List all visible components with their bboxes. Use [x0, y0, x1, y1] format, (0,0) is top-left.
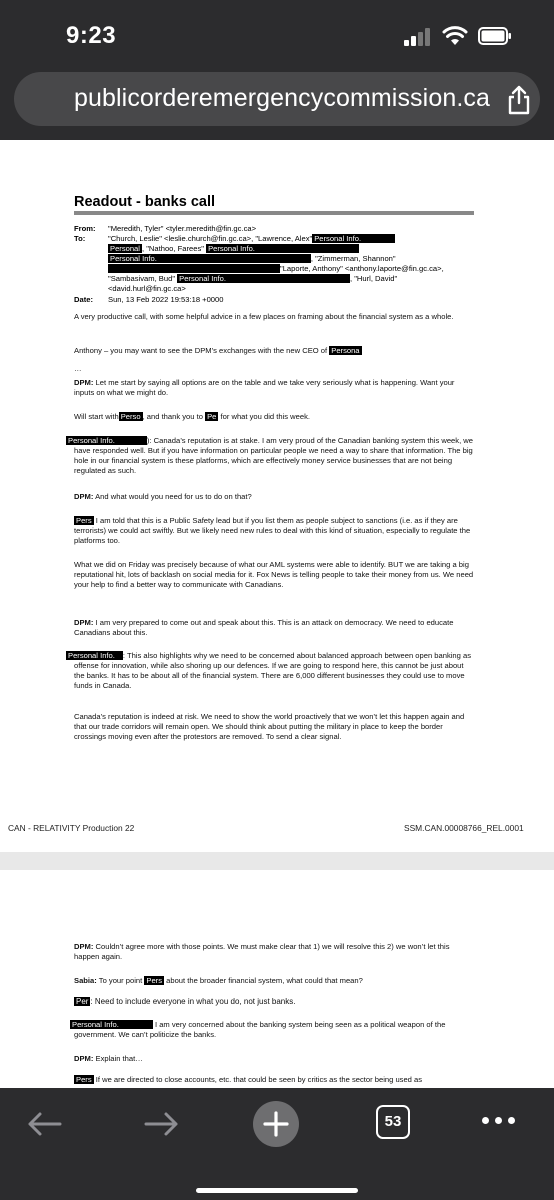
to-line-2: Personal , "Nathoo, Farees" Personal Info.	[108, 244, 484, 254]
paragraph: A very productive call, with some helpful advice in a few places on framing about the financial system as a whole.	[74, 312, 454, 321]
paragraph: Per : Need to include everyone in what you do, not just banks.	[76, 997, 296, 1006]
ellipsis: …	[74, 364, 82, 373]
forward-icon[interactable]	[138, 1102, 184, 1146]
from-value: "Meredith, Tyler" <tyler.meredith@fin.gc.ca>	[108, 224, 257, 233]
redaction: Personal Info.	[72, 1020, 119, 1029]
to-line-5: "Sambasivam, Bud" Personal Info. , "Hurl, David"	[108, 274, 398, 283]
browser-top-bar	[0, 60, 554, 140]
document-title: Readout - banks call	[74, 194, 216, 210]
wifi-icon	[442, 25, 468, 47]
redaction: Pers	[76, 1075, 92, 1084]
paragraph: DPM: I am very prepared to come out and speak about this. This is an attack on democracy. We need to educate Canadians about this.	[74, 618, 454, 637]
paragraph: Personal Info. ): Canada’s reputation is at stake. I am very proud of the Canadian banking system this week, we have responded well. But if you have information on particular people we need a way to share that information. The big hole in our financial system is these platforms, which are effectively money service businesses that are not being regulated as such.	[68, 436, 474, 475]
page-gap	[0, 852, 554, 870]
paragraph: Will start with Perso , and thank you to Pe for what you did this week.	[74, 412, 310, 421]
home-indicator	[196, 1188, 358, 1193]
share-icon[interactable]	[506, 85, 532, 115]
paragraph: Personal Info. I am very concerned about the banking system being seen as a political weapon of the government. We can’t politicize the banks.	[72, 1020, 446, 1039]
redaction: Personal	[110, 244, 140, 253]
paragraph: DPM: Couldn’t agree more with those points. We must make clear that 1) we will resolve this 2) we won’t let this happen again.	[74, 942, 450, 961]
to-label: To:	[74, 234, 86, 243]
from-label: From:	[74, 224, 96, 233]
url-text[interactable]: publicorderemergencycommission.ca	[74, 84, 490, 112]
redaction: Perso	[120, 412, 141, 421]
footer-right: SSM.CAN.00008766_REL.0001	[404, 823, 524, 833]
back-icon[interactable]	[22, 1102, 68, 1146]
to-line-4: "Laporte, Anthony" <anthony.laporte@fin.gc.ca>,	[108, 264, 484, 274]
document-page-2	[0, 870, 554, 1088]
title-rule	[74, 211, 474, 215]
to-line-6: <david.hurl@fin.gc.ca>	[108, 284, 186, 293]
redaction: Per	[76, 997, 89, 1006]
paragraph: DPM: And what would you need for us to do on that?	[74, 492, 252, 501]
new-tab-button[interactable]	[253, 1101, 299, 1147]
date-value: Sun, 13 Feb 2022 19:53:18 +0000	[108, 295, 224, 304]
paragraph: Pers If we are directed to close accounts, etc. that could be seen by critics as the sector being used as	[76, 1075, 423, 1084]
paragraph: Pers I am told that this is a Public Safety lead but if you list them as people subject to sanctions (i.e. as if they are terrorists) we could act swiftly. But we likely need new rules to deal with this kind of situation, especially to regulate the platforms too.	[74, 516, 471, 545]
redaction: Personal Info.	[179, 274, 226, 283]
redaction: Personal Info.	[68, 436, 115, 445]
footer-left: CAN - RELATIVITY Production 22	[8, 823, 135, 833]
paragraph: Sabia: To your point Pers about the broader financial system, what could that mean?	[74, 976, 363, 985]
paragraph: What we did on Friday was precisely because of what our AML systems were able to identify. BUT we are taking a big reputational hit, lots of backlash on social media for it. Fox News is telling people to take their money from us. We need your help to find a better way to communicate with Canadians.	[74, 560, 474, 589]
to-line-3: Personal Info. , "Zimmerman, Shannon"	[110, 254, 396, 263]
tabs-icon[interactable]: 53	[376, 1105, 410, 1139]
browser-bottom-toolbar	[0, 1088, 554, 1200]
paragraph: DPM: Let me start by saying all options are on the table and we take very seriously what is happening. Want your inputs on what we might do.	[74, 378, 455, 397]
more-icon[interactable]	[482, 1117, 516, 1125]
redaction: Personal Info.	[314, 234, 362, 243]
redaction: Persona	[331, 346, 360, 355]
redaction: Personal Info.	[110, 254, 157, 263]
redaction: Personal Info.	[68, 651, 115, 660]
battery-icon	[478, 27, 512, 45]
paragraph: Personal Info. : This also highlights why we need to be concerned about balanced approach between open banking as offense for innovation, while also shoring up our defences. If we are going to respond here, this cannot be just about the banks. It has to be about all of the financial system. There are 6,000 different businesses they could use to move funds in Canada.	[68, 651, 472, 690]
address-bar[interactable]	[14, 72, 540, 126]
paragraph: Anthony – you may want to see the DPM’s exchanges with the new CEO of Persona	[74, 346, 360, 355]
document-page-1	[0, 140, 554, 852]
status-time: 9:23	[66, 22, 117, 49]
new-tab-icon	[253, 1101, 299, 1147]
redaction: Pe	[207, 412, 217, 421]
redaction: Pers	[76, 516, 92, 525]
date-label: Date:	[74, 295, 93, 304]
to-line-1: "Church, Leslie" <leslie.church@fin.gc.ca>, "Lawrence, Alex" Personal Info.	[108, 234, 484, 244]
paragraph: Canada’s reputation is indeed at risk. We need to show the world proactively that we won’t let this happen again and that our trade corridors will remain open. We should think about putting the military in place to keep the border crossings moving even after the protestors are removed. To send a clear signal.	[74, 712, 465, 741]
signal-icon	[404, 28, 434, 46]
paragraph: DPM: Explain that…	[74, 1054, 143, 1063]
status-bar	[0, 0, 554, 60]
redaction: Pers	[146, 976, 163, 985]
